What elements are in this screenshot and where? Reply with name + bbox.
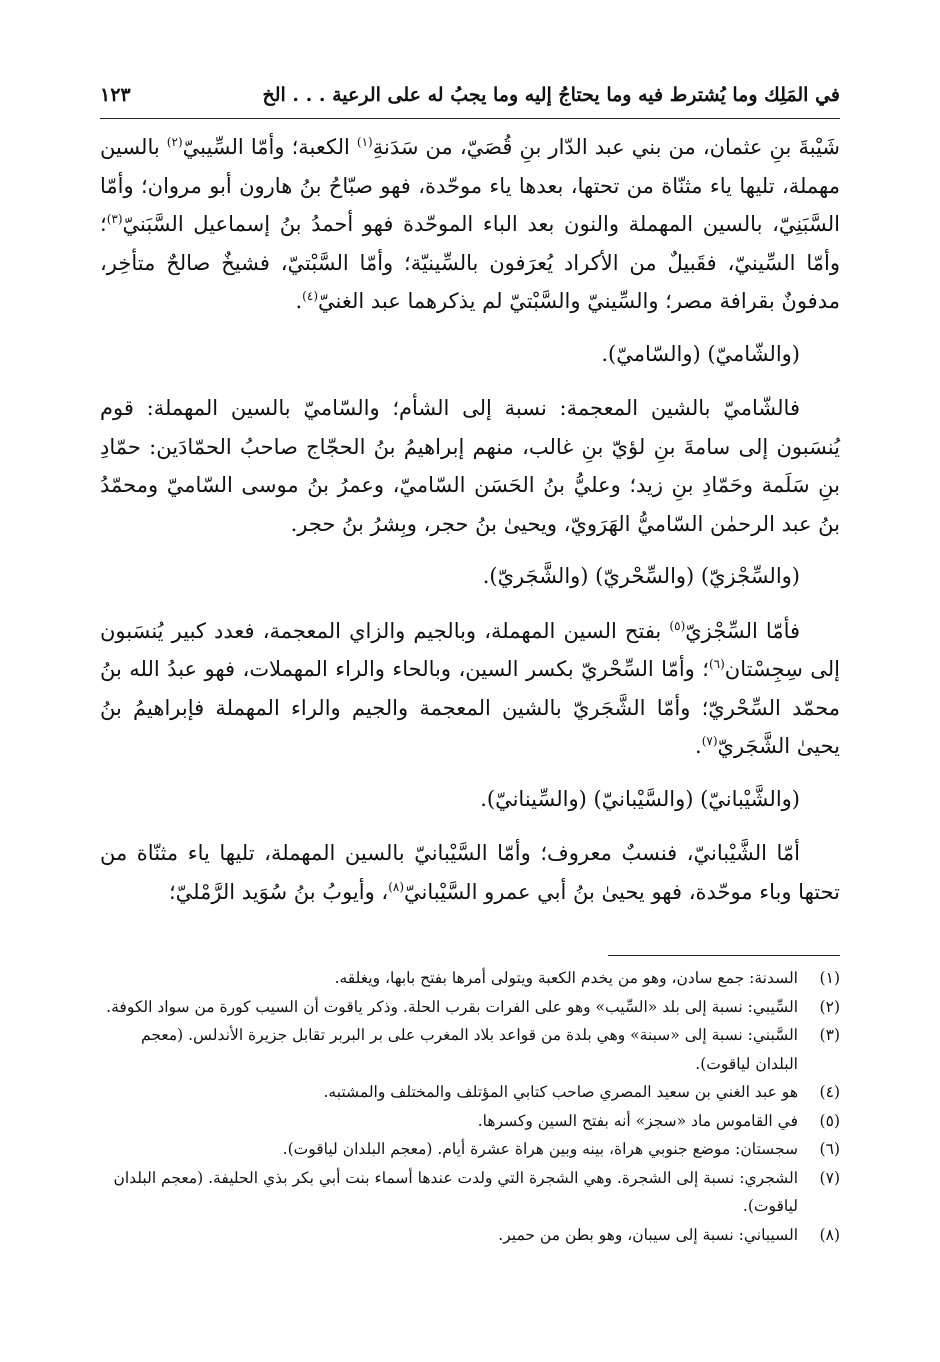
- text-run: ، وأيوبُ بنُ سُوَيد الرَّمْليّ؛: [168, 879, 389, 904]
- footnote: [100, 1221, 840, 1250]
- footnote-number: (٢): [819, 997, 840, 1016]
- section-heading-2: (والسِّجْزيّ) (والسِّحْريّ) (والشَّجَريّ).: [482, 564, 800, 588]
- text-run: شَيْبةَ بنِ عثمان، من بني عبد الدّار بنِ قُصَيّ، من سَدَنةِ: [372, 135, 840, 159]
- footnote-text: السدنة: جمع سادن، وهو من يخدم الكعبة ويتولى أمرها بفتح بابها، ويغلقه.: [334, 969, 798, 987]
- footnote-number: (٥): [819, 1111, 840, 1130]
- footnote-ref-8[interactable]: (٨): [388, 879, 405, 894]
- text-run: أمّا الشَّيْبانيّ، فنسبٌ معروف؛ وأمّا السَّيْبانيّ بالسين المهملة، تليها ياء مثنّاة من تحتها وباء موحّدة، فهو يحيىٰ بنُ أبي عمرو السَّيْبانيّ: [100, 841, 840, 904]
- footnote: [100, 1107, 840, 1136]
- section-heading-3: (والشَّيْبانيّ) (والسَّيْبانيّ) (والسِّينانيّ).: [480, 786, 800, 811]
- footnote: [100, 993, 840, 1022]
- footnotes: [100, 964, 840, 1249]
- footnote-text: سجستان: موضع جنوبي هراة، بينه وبين هراة عشرة أيام. (معجم البلدان لياقوت).: [282, 1140, 798, 1158]
- text-run: ؛ وأمّا السِّينيّ، فقَبيلٌ من الأكراد يُعرَفون بالسِّينيّة؛ وأمّا السَّبْتيّ، فشيخٌ صالحٌ متأخِر، مدفونٌ بقرافة مصر؛ والسِّينيّ والسَّبْتيّ لم يذكرهما عبد الغنيّ: [100, 212, 840, 313]
- text-run: .: [695, 734, 702, 758]
- footnote-number: (٦): [819, 1140, 840, 1158]
- text-run: .: [295, 289, 303, 313]
- text-run: بالسين مهملة، تليها ياء مثنّاة من تحتها، بعدها ياء موحّدة، فهو صبّاحُ بنُ هارون أبو مروان؛ وأمّا السَّبَنِيّ، بالسين المهملة والنون بعد الباء الموحّدة فهو أحمدُ بنُ إسماعيل السَّبَنيّ: [100, 135, 840, 236]
- footnote-text: في القاموس ماد «سجز» أنه بفتح السين وكسرها.: [477, 1111, 798, 1130]
- main-text: [100, 128, 840, 911]
- running-header: [100, 84, 840, 106]
- footnote-ref-7[interactable]: (٧): [701, 734, 718, 748]
- footnote-text: السِّيبي: نسبة إلى بلد «السِّيب» وهو على الفرات بقرب الحلة. وذكر ياقوت أن السيب كورة من سواد الكوفة.: [106, 997, 798, 1016]
- paragraph-3: [100, 612, 840, 766]
- footnote: [100, 964, 840, 993]
- paragraph-1: [100, 128, 840, 321]
- footnote-text: السيباني: نسبة إلى سيبان، وهو بطن من حمير.: [498, 1225, 798, 1244]
- footnote: [100, 1021, 840, 1078]
- footnote: [100, 1135, 840, 1164]
- footnote-text: السَّبني: نسبة إلى «سبنة» وهي بلدة من قواعد بلاد المغرب على بر البربر تقابل جزيرة الأندلس. (معجم البلدان لياقوت).: [141, 1026, 798, 1073]
- running-title: في المَلِك وما يُشترط فيه وما يحتاجُ إليه وما يجبُ له على الرعية . . . الخ: [262, 84, 840, 106]
- footnote-ref-2[interactable]: (٢): [166, 135, 183, 149]
- text-run: الكعبة؛ وأمّا السِّيبيّ: [182, 135, 357, 159]
- header-divider: [100, 118, 840, 119]
- footnote: [100, 1164, 840, 1221]
- footnote-number: (٨): [819, 1225, 840, 1244]
- footnote-ref-5[interactable]: (٥): [669, 618, 686, 633]
- paragraph-4: [100, 834, 840, 911]
- text-run: بفتح السين المهملة، وبالجيم والزاي المعجمة، فعدد كبير يُنسَبون إلى سِجِسْتان: [100, 618, 840, 681]
- text-run: فأمّا السِّجْزيّ: [685, 618, 801, 643]
- page-number: ١٢٣: [100, 84, 131, 106]
- footnote-text: الشجري: نسبة إلى الشجرة. وهي الشجرة التي ولدت عندها أسماء بنت أبي بكر بذي الحليفة. (معجم البلدان لياقوت).: [113, 1168, 798, 1215]
- paragraph-2: فالشّاميّ بالشين المعجمة: نسبة إلى الشأم؛ والسّاميّ بالسين المهملة: قوم يُنسَبون إلى سامةَ بنِ لؤيّ بنِ غالب، منهم إبراهيمُ بنُ الحجّاج صاحبُ الحمّادَين: حمّادِ بنِ سَلَمة وحَمّادِ بنِ زيد؛ وعليُّ بنُ الحَسَن السّاميّ، وعمرُ بنُ موسى السّاميّ ومحمّدُ بنُ عبد الرحمٰن السّاميُّ الهَرَويّ، ويحيىٰ بنُ حجر، وبِشرُ بنُ حجر.: [100, 396, 840, 536]
- footnote: [100, 1078, 840, 1107]
- footnote-number: (٣): [819, 1026, 840, 1044]
- text-run: ؛ وأمّا السِّحْريّ بكسر السين، وبالحاء والراء المهملات، فهو عبدُ الله بنُ محمّد السِّحْريّ؛ وأمّا الشَّجَريّ بالشين المعجمة والجيم والراء المهملة فإبراهيمُ بنُ يحيىٰ الشَّجَريّ: [100, 657, 840, 758]
- footnote-ref-6[interactable]: (٦): [708, 657, 725, 671]
- section-heading-1: (والشّاميّ) (والسّاميّ).: [601, 341, 800, 366]
- footnote-ref-3[interactable]: (٣): [106, 212, 123, 226]
- footnote-text: هو عبد الغني بن سعيد المصري صاحب كتابي المؤتلف والمختلف والمشتبه.: [323, 1083, 798, 1101]
- footnote-number: (٧): [819, 1168, 840, 1187]
- footnote-number: (١): [819, 969, 840, 987]
- footnote-number: (٤): [819, 1083, 840, 1101]
- footnote-ref-4[interactable]: (٤): [302, 289, 318, 303]
- footnote-divider: [608, 955, 840, 956]
- footnote-ref-1[interactable]: (١): [356, 135, 373, 149]
